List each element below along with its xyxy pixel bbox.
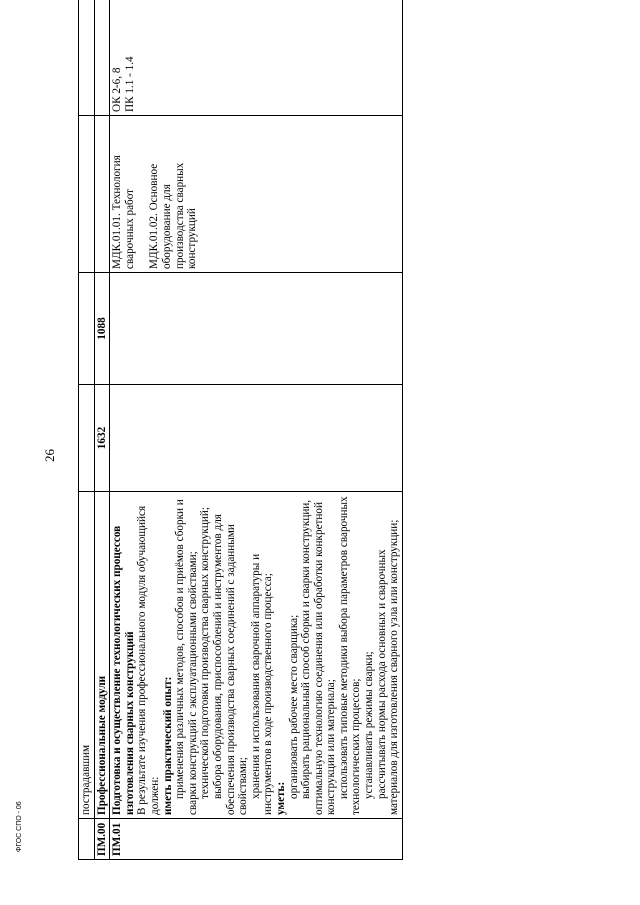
table-cell — [79, 116, 95, 273]
mdk-item: МДК.01.01. Технология сварочных работ — [111, 155, 136, 269]
mdk-item: МДК.01.02. Основное оборудование для производства сварных конструкций — [148, 162, 199, 269]
module-description — [110, 492, 403, 819]
table-cell — [79, 0, 95, 116]
module-code: ПМ.01 — [110, 819, 403, 860]
skills-heading: уметь: — [274, 781, 287, 815]
module-name: Профессиональные модули — [94, 492, 110, 819]
list-item: выбирать рациональный способ сборки и сварки конструкции, оптимальную технологию соединения или обработки конкретной конструкции или материала; — [300, 499, 338, 815]
curriculum-table — [78, 0, 403, 860]
rotated-table-sheet — [78, 30, 568, 860]
list-item: технической подготовки производства сварных конструкций; — [199, 507, 212, 799]
mdk-cell — [110, 116, 403, 273]
list-item: применения различных методов, способов и приёмов сборки и сварки конструкций с эксплуатационными свойствами; — [174, 499, 199, 815]
list-item: использовать типовые методики выбора параметров сварочных технологических процессов; — [337, 496, 363, 815]
list-item: рассчитывать нормы расхода основных и сварочных материалов для изготовления сварного узла или конструкции; — [375, 519, 401, 815]
module-code: ПМ.00 — [94, 819, 110, 860]
list-item: выбора оборудования, приспособлений и инструментов для обеспечения производства сварных соединений с заданными свойствами; — [211, 514, 250, 815]
table-cell — [79, 819, 95, 860]
module-intro: В результате изучения профессионального модуля обучающийся должен: — [136, 505, 161, 815]
module-title: Подготовка и осуществление технологических процессов изготовления сварных конструкций — [111, 525, 136, 815]
table-cell — [79, 273, 95, 385]
list-item: хранения и использования сварочной аппаратуры и инструментов в ходе производственного процесса; — [249, 553, 275, 815]
footer-standard-mark: ФГОС СПО - 06 — [16, 801, 23, 852]
list-item: устанавливать режимы сварки; — [363, 651, 376, 799]
list-item: организовать рабочее место сварщика; — [287, 614, 300, 799]
table-cell — [94, 0, 110, 116]
table-row — [79, 0, 95, 860]
hours-value: 1088 — [94, 273, 110, 385]
table-row — [110, 0, 403, 860]
competencies-cell — [110, 0, 403, 116]
table-cell — [110, 385, 403, 492]
max-load-value: 1632 — [94, 385, 110, 492]
page-number: 26 — [42, 449, 57, 462]
table-cell — [94, 116, 110, 273]
table-cell — [110, 273, 403, 385]
table-cell: пострадавшим — [79, 492, 95, 819]
table-row — [94, 0, 110, 860]
competency-codes: ОК 2-6, 8 — [111, 67, 124, 112]
table-cell — [79, 385, 95, 492]
practice-heading: иметь практический опыт: — [161, 676, 174, 815]
competency-codes: ПК 1.1 - 1.4 — [123, 56, 136, 112]
